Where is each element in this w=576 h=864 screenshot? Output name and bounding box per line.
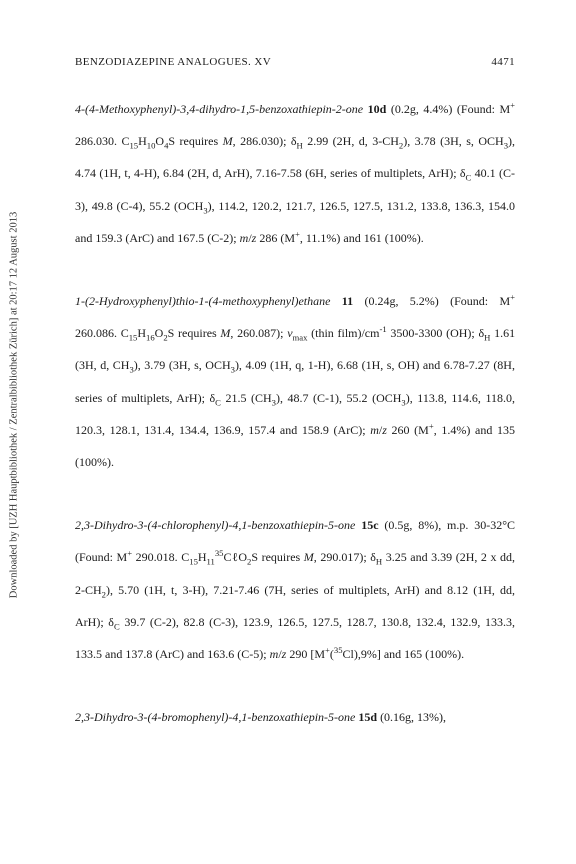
requires-label: requires xyxy=(178,326,217,341)
ir-data: 3500-3300 (OH); xyxy=(390,326,475,341)
compound-code: 10d xyxy=(367,102,387,116)
molecular-formula: $C_{15}H_{10}O_4S$ xyxy=(121,134,176,151)
ms-data: 260 (M xyxy=(391,422,429,437)
compound-entry-11: 1-(2-Hydroxyphenyl)thio-1-(4-methoxyphenyl)ethane 11 (0.24g, 5.2%) (Found: M+ 260.086. $C_{15}H_{16}O_2S$ requires M, 260.087); $\nu_{max}$ (thin $film)/cm^{-1}$ 3500-3300 (OH); $\delta_H$ 1.61 (3H, d, $CH_3$), 3.79 (3H, s, $OCH_3$), 4.09 (1H, q, 1-H), 6.68 (1H, s, OH) and 6.78-7.27 (8H, series of multiplets, ArH); $\delta_C$ 21.5 $(CH_3)$, 48.7 (C-1), 55.2 $(OCH_3)$, 113.8, 114.6, 118.0, 120.3, 128.1, 131.4, 134.4, 136.9, 157.4 and 158.9 (ArC); m/z 260 (M+, 1.4%) and 135 (100%). xyxy=(75,292,516,470)
ms-data: 286 (M xyxy=(259,230,295,245)
requires-value: 260.087); xyxy=(237,326,284,341)
c-nmr-data: 21.5 (CH xyxy=(225,390,272,405)
c-nmr-data: 40.1 (C-3), 49.8 (C-4), 55.2 (OCH xyxy=(75,166,516,213)
found-label: (Found: M xyxy=(450,294,511,309)
compound-yield: (0.5g, 8%), xyxy=(384,518,442,533)
found-label: (Found: M xyxy=(456,102,511,116)
found-value: 290.018. xyxy=(135,550,178,565)
compound-name: 4-(4-Methoxyphenyl)-3,4-dihydro-1,5-benzoxathiepin-2-one xyxy=(75,102,364,116)
download-notice xyxy=(6,180,22,630)
ir-unit: (thin film)/cm xyxy=(311,326,380,341)
compound-yield: (0.16g, 13%), xyxy=(380,710,447,725)
compound-name: 2,3-Dihydro-3-(4-chlorophenyl)-4,1-benzoxathiepin-5-one xyxy=(75,518,356,533)
requires-value: 290.017); xyxy=(320,550,367,565)
page-body xyxy=(75,93,515,733)
h-nmr-data: 3.25 and 3.39 (2H, 2 x dd, 2-CH xyxy=(75,550,516,597)
compound-entry-15d xyxy=(75,701,515,733)
compound-entry-10d: 4-(4-Methoxyphenyl)-3,4-dihydro-1,5-benzoxathiepin-2-one 10d (0.2g, 4.4%) (Found: M+ 286.030. $C_{15}H_{10}O_4S$ requires M, 286.030); $\delta_H$ 2.99 (2H, d, $3-CH_2$), 3.78 (3H, s, $OCH_3$), 4.74 (1H, t, 4-H), 6.84 (2H, d, ArH), 7.16-7.58 (6H, series of multiplets, ArH); $\delta_C$ 40.1 (C-3), 49.8 (C-4), 55.2 $(OCH_3)$, 114.2, 120.2, 121.7, 126.5, 127.5, 131.2, 133.8, 136.3, 154.0 and 159.3 (ArC) and 167.5 (C-2); m/z 286 (M+, 11.1%) and 161 (100%). xyxy=(75,100,516,245)
compound-name: 2,3-Dihydro-3-(4-bromophenyl)-4,1-benzoxathiepin-5-one xyxy=(75,710,356,725)
requires-label: requires xyxy=(261,550,301,565)
h-nmr-data: 2.99 (2H, d, 3-CH xyxy=(307,134,399,149)
compound-yield: (0.2g, 4.4%) xyxy=(390,102,453,116)
compound-name: 1-(2-Hydroxyphenyl)thio-1-(4-methoxyphenyl)ethane xyxy=(75,294,331,309)
ms-data: 290 [M xyxy=(289,647,325,662)
requires-value: 286.030); xyxy=(240,134,287,149)
h-nmr-data: 1.61 (3H, d, CH xyxy=(75,326,516,373)
molecular-formula: $C_{15}H_{11}^{35}C\ell O_2S$ xyxy=(181,548,259,567)
running-title: BENZODIAZEPINE ANALOGUES. XV xyxy=(75,56,272,68)
compound-code: 15d xyxy=(358,710,378,725)
found-value: 286.030. xyxy=(75,134,117,149)
compound-entry-15c: 2,3-Dihydro-3-(4-chlorophenyl)-4,1-benzoxathiepin-5-one 15c (0.5g, 8%), m.p. 30-32°C (Found: M+ 290.018. $C_{15}H_{11}^{35}C\ell O_2S$ requires M, 290.017); $\delta_H$ 3.25 and 3.39 (2H, 2 x dd, $2-CH_2$), 5.70 (1H, t, 3-H), 7.21-7.46 (7H, series of multiplets, ArH) and 8.12 (1H, dd, ArH); $\delta_C$ 39.7 (C-2), 82.8 (C-3), 123.9, 126.5, 127.5, 128.7, 130.8, 132.4, 132.9, 133.3, 133.5 and 137.8 (ArC) and 163.6 (C-5); m/z 290 [M+($^{35}$Cl),9%] and 165 (100%). xyxy=(75,518,516,662)
c-nmr-data: 39.7 (C-2), 82.8 (C-3), 123.9, 126.5, 127.5, 128.7, 130.8, 132.4, 132.9, 133.3, 133.5 and 137.8 (ArC) and 163.6 (C-5); xyxy=(75,614,515,662)
compound-code: 11 xyxy=(341,294,354,309)
melting-point: m.p. 30-32°C (Found: M xyxy=(75,518,516,565)
page-number: 4471 xyxy=(491,56,515,68)
running-header xyxy=(75,56,515,68)
found-value: 260.086. xyxy=(75,326,117,341)
compound-code: 15c xyxy=(361,518,379,533)
compound-yield: (0.24g, 5.2%) xyxy=(364,294,439,309)
molecular-formula: $C_{15}H_{16}O_2S$ xyxy=(120,326,175,343)
requires-label: requires xyxy=(179,134,219,149)
download-notice-text: Downloaded by [UZH Hauptbibliothek / Zentralbibliothek Zürich] at 20:17 12 August 2013 xyxy=(8,211,20,599)
